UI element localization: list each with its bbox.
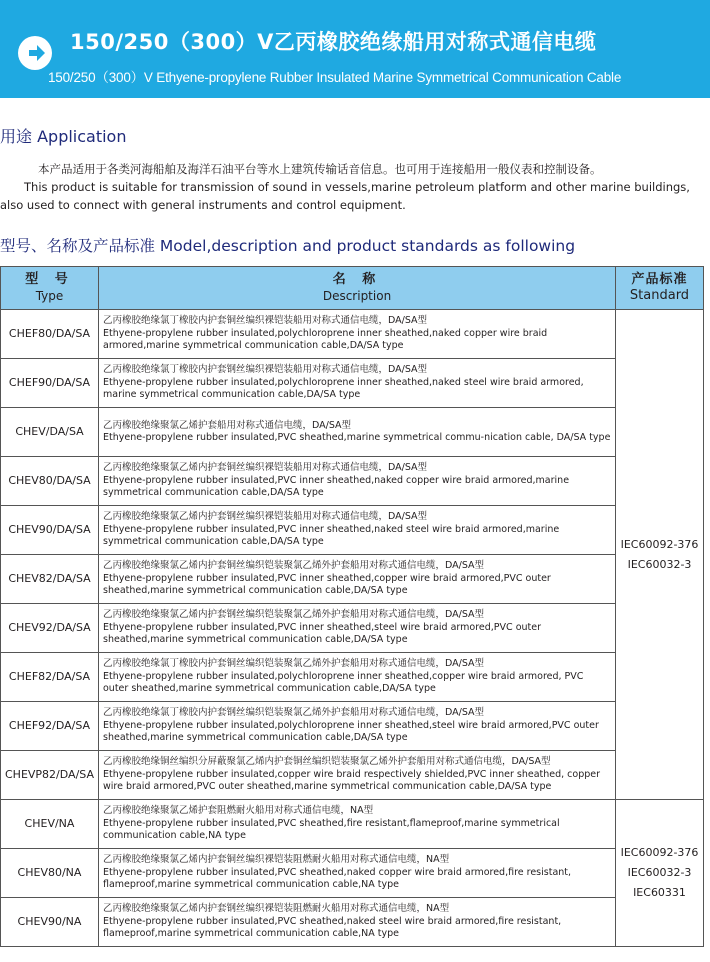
- application-text-cn: 本产品适用于各类河海船舶及海洋石油平台等水上建筑传输话音信息。也可用于连接船用一般仪表和控制设备。: [38, 162, 602, 176]
- standard-column-header: 产品标准 Standard: [616, 267, 704, 310]
- type-cell: CHEV80/DA/SA: [1, 457, 99, 506]
- standard-item: IEC60092-376: [620, 537, 699, 551]
- page-title-en: 150/250（300）V Ethyene-propylene Rubber Insulated Marine Symmetrical Communication Cable: [48, 70, 622, 85]
- type-cell: CHEV90/NA: [1, 898, 99, 947]
- table-row: [1, 653, 704, 702]
- description-cell: 乙丙橡胶绝缘聚氯乙烯护套阻燃耐火船用对称式通信电缆，NA型 Ethyene-propylene rubber insulated,PVC sheathed,fire resistant,flameproof,marine symmetrical communication cable,NA type: [99, 800, 616, 849]
- description-cell: 乙丙橡胶绝缘铜丝编织分屏蔽聚氯乙烯内护套铜丝编织铠装聚氯乙烯外护套船用对称式通信电缆，DA/SA型 Ethyene-propylene rubber insulated,copper wire braid respectively shielded,PVC inner sheathed, copper wire braid armored,PVC outer sheathed,marine symmetrical communication cable,DA/SA type: [99, 751, 616, 800]
- table-row: [1, 408, 704, 457]
- type-cell: CHEV/NA: [1, 800, 99, 849]
- table-row: [1, 359, 704, 408]
- page-title-cn: 150/250（300）V乙丙橡胶绝缘船用对称式通信电缆: [70, 30, 597, 54]
- type-cell: CHEV/DA/SA: [1, 408, 99, 457]
- application-heading: 用途 Application: [0, 127, 127, 146]
- standard-item: IEC60331: [633, 886, 686, 899]
- description-cell: 乙丙橡胶绝缘聚氯乙烯内护套钢丝编织铠装聚氯乙烯外护套船用对称式通信电缆，DA/SA型 Ethyene-propylene rubber insulated,PVC inner sheathed,steel wire braid armored,PVC outer sheathed,marine symmetrical communication cable,DA/SA type: [99, 604, 616, 653]
- description-cell: 乙丙橡胶绝缘聚氯乙烯内护套钢丝编织裸铠装船用对称式通信电缆，DA/SA型 Ethyene-propylene rubber insulated,PVC inner sheathed,naked steel wire braid armored,marine symmetrical communication cable,DA/SA type: [99, 506, 616, 555]
- description-column-header: 名 称 Description: [99, 267, 616, 310]
- description-cell: 乙丙橡胶绝缘氯丁橡胶内护套钢丝编织裸铠装船用对称式通信电缆，DA/SA型 Ethyene-propylene rubber insulated,polychloroprene inner sheathed,naked steel wire braid armored, marine symmetrical communication cable,DA/SA type: [99, 359, 616, 408]
- standard-cell: [616, 800, 704, 947]
- description-cell: 乙丙橡胶绝缘聚氯乙烯内护套铜丝编织裸铠装阻燃耐火船用对称式通信电缆，NA型 Ethyene-propylene rubber insulated,PVC sheathed,naked copper wire braid armored,fire resistant, flameproof,marine symmetrical communication cable,NA type: [99, 849, 616, 898]
- description-cell: 乙丙橡胶绝缘氯丁橡胶内护套铜丝编织铠装聚氯乙烯外护套船用对称式通信电缆，DA/SA型 Ethyene-propylene rubber insulated,polychloroprene inner sheathed,copper wire braid armored, PVC outer sheathed,marine symmetrical communication cable,DA/SA type: [99, 653, 616, 702]
- type-cell: CHEF92/DA/SA: [1, 702, 99, 751]
- description-cell: 乙丙橡胶绝缘氯丁橡胶内护套铜丝编织裸铠装船用对称式通信电缆，DA/SA型 Ethyene-propylene rubber insulated,polychloroprene inner sheathed,naked copper wire braid armored,marine symmetrical communication cable,DA/SA type: [99, 310, 616, 359]
- standard-item: IEC60032-3: [627, 866, 692, 879]
- application-text-en-1: This product is suitable for transmission of sound in vessels,marine petroleum platform and other marine buildings,: [24, 180, 690, 194]
- standard-item: IEC60032-3: [627, 557, 692, 571]
- table-row: [1, 702, 704, 751]
- type-cell: CHEV82/DA/SA: [1, 555, 99, 604]
- standard-item: IEC60092-376: [620, 846, 699, 859]
- table-row: [1, 849, 704, 898]
- description-cell: 乙丙橡胶绝缘聚氯乙烯内护套铜丝编织铠装聚氯乙烯外护套船用对称式通信电缆，DA/SA型 Ethyene-propylene rubber insulated,PVC inner sheathed,copper wire braid armored,PVC outer sheathed,marine symmetrical communication cable,DA/SA type: [99, 555, 616, 604]
- description-cell: 乙丙橡胶绝缘聚氯乙烯内护套铜丝编织裸铠装船用对称式通信电缆，DA/SA型 Ethyene-propylene rubber insulated,PVC inner sheathed,naked copper wire braid armored,marine symmetrical communication cable,DA/SA type: [99, 457, 616, 506]
- type-cell: CHEVP82/DA/SA: [1, 751, 99, 800]
- type-cell: CHEV92/DA/SA: [1, 604, 99, 653]
- type-cell: CHEF82/DA/SA: [1, 653, 99, 702]
- type-cell: CHEV90/DA/SA: [1, 506, 99, 555]
- table-row: [1, 506, 704, 555]
- description-cell: 乙丙橡胶绝缘聚氯乙烯护套船用对称式通信电缆，DA/SA型 Ethyene-propylene rubber insulated,PVC sheathed,marine symmetrical commu-nication cable, DA/SA type: [99, 408, 616, 457]
- arrow-right-circle-icon: [18, 36, 52, 70]
- table-row: [1, 555, 704, 604]
- application-text-en-2: also used to connect with general instruments and control equipment.: [0, 198, 406, 212]
- table-row: [1, 800, 704, 849]
- type-cell: CHEF90/DA/SA: [1, 359, 99, 408]
- table-row: [1, 898, 704, 947]
- header-banner: [0, 0, 710, 98]
- description-cell: 乙丙橡胶绝缘聚氯乙烯内护套钢丝编织裸铠装阻燃耐火船用对称式通信电缆，NA型 Ethyene-propylene rubber insulated,PVC sheathed,naked steel wire braid armored,fire resistant, flameproof,marine symmetrical communication cable,NA type: [99, 898, 616, 947]
- table-row: [1, 310, 704, 359]
- type-column-header: 型 号 Type: [1, 267, 99, 310]
- table-row: [1, 604, 704, 653]
- type-cell: CHEF80/DA/SA: [1, 310, 99, 359]
- standard-cell: [616, 310, 704, 800]
- table-row: [1, 457, 704, 506]
- model-heading: 型号、名称及产品标准 Model,description and product standards as following: [0, 237, 576, 255]
- type-cell: CHEV80/NA: [1, 849, 99, 898]
- model-table: [0, 266, 704, 947]
- description-cell: 乙丙橡胶绝缘氯丁橡胶内护套钢丝编织铠装聚氯乙烯外护套船用对称式通信电缆，DA/SA型 Ethyene-propylene rubber insulated,polychloroprene inner sheathed,steel wire braid armored,PVC outer sheathed,marine symmetrical communication cable,DA/SA type: [99, 702, 616, 751]
- table-row: [1, 751, 704, 800]
